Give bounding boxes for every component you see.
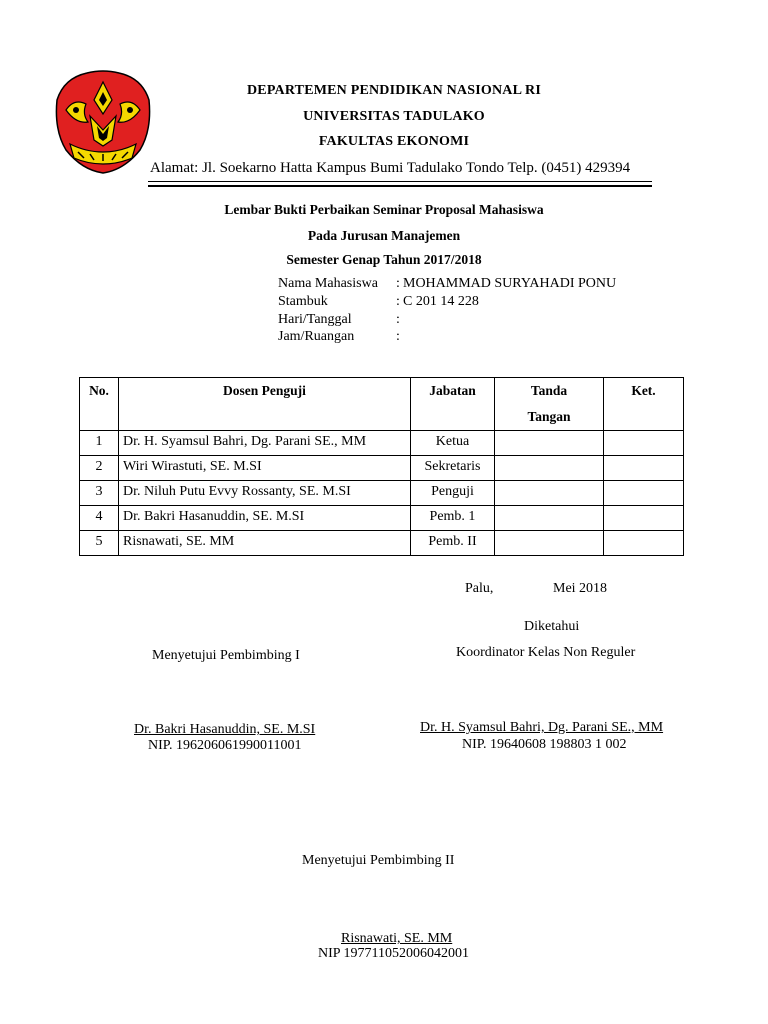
- cell-signature: [495, 506, 604, 531]
- table-row: [80, 456, 684, 481]
- cell-role: Pemb. II: [411, 531, 495, 556]
- bottom-signature-nip: NIP 197711052006042001: [318, 946, 470, 961]
- info-label-name: Nama Mahasiswa: [278, 276, 378, 291]
- right-signature-caption: Koordinator Kelas Non Reguler: [456, 645, 636, 660]
- header-note: Ket.: [604, 378, 684, 431]
- header-address: Alamat: Jl. Soekarno Hatta Kampus Bumi Tadulako Tondo Telp. (0451) 429394: [150, 160, 631, 176]
- header-no: No.: [80, 378, 119, 431]
- cell-signature: [495, 456, 604, 481]
- cell-no: 2: [80, 456, 119, 481]
- table-row: [80, 531, 684, 556]
- document-subtitle-semester: Semester Genap Tahun 2017/2018: [286, 252, 482, 267]
- bottom-signature-caption: Menyetujui Pembimbing II: [302, 853, 455, 868]
- table-row: [80, 431, 684, 456]
- header-signature-line1: Tanda: [530, 383, 568, 398]
- right-signature-nip: NIP. 19640608 198803 1 002: [462, 737, 627, 752]
- cell-signature: [495, 431, 604, 456]
- cell-no: 3: [80, 481, 119, 506]
- bottom-signature-name: Risnawati, SE. MM: [341, 931, 453, 946]
- info-colon: :: [396, 329, 400, 344]
- cell-examiner: Dr. Niluh Putu Evvy Rossanty, SE. M.SI: [119, 481, 411, 506]
- table-header-row: [80, 378, 684, 431]
- cell-role: Ketua: [411, 431, 495, 456]
- table-row: [80, 506, 684, 531]
- header-divider-thick: [148, 185, 652, 187]
- info-value-name: MOHAMMAD SURYAHADI PONU: [403, 276, 617, 291]
- table-row: [80, 481, 684, 506]
- left-signature-caption: Menyetujui Pembimbing I: [152, 648, 300, 663]
- cell-role: Sekretaris: [411, 456, 495, 481]
- left-signature-nip: NIP. 196206061990011001: [148, 738, 302, 753]
- info-colon: :: [396, 312, 400, 327]
- cell-role: Penguji: [411, 481, 495, 506]
- cell-note: [604, 481, 684, 506]
- cell-role: Pemb. 1: [411, 506, 495, 531]
- header-university: UNIVERSITAS TADULAKO: [303, 109, 485, 124]
- cell-examiner: Dr. Bakri Hasanuddin, SE. M.SI: [119, 506, 411, 531]
- cell-examiner: Dr. H. Syamsul Bahri, Dg. Parani SE., MM: [119, 431, 411, 456]
- known-label: Diketahui: [524, 619, 580, 634]
- document-title: Lembar Bukti Perbaikan Seminar Proposal Mahasiswa: [224, 202, 544, 217]
- left-signature-name: Dr. Bakri Hasanuddin, SE. M.SI: [134, 722, 316, 737]
- header-faculty: FAKULTAS EKONOMI: [318, 134, 470, 149]
- cell-note: [604, 456, 684, 481]
- cell-signature: [495, 481, 604, 506]
- info-label-room: Jam/Ruangan: [278, 329, 355, 344]
- cell-note: [604, 506, 684, 531]
- cell-examiner: Risnawati, SE. MM: [119, 531, 411, 556]
- info-label-date: Hari/Tanggal: [278, 312, 352, 327]
- date: Mei 2018: [553, 581, 608, 596]
- header-role: Jabatan: [411, 378, 495, 431]
- examiner-table: [79, 377, 684, 556]
- document-subtitle-department: Pada Jurusan Manajemen: [307, 228, 461, 243]
- header-ministry: DEPARTEMEN PENDIDIKAN NASIONAL RI: [246, 83, 542, 98]
- info-label-stambuk: Stambuk: [278, 294, 328, 309]
- cell-examiner: Wiri Wirastuti, SE. M.SI: [119, 456, 411, 481]
- cell-note: [604, 531, 684, 556]
- info-colon: :: [396, 294, 400, 309]
- cell-no: 4: [80, 506, 119, 531]
- cell-no: 1: [80, 431, 119, 456]
- header-divider-thin: [148, 181, 652, 182]
- place: Palu,: [465, 581, 494, 596]
- header-signature-line2: Tangan: [527, 409, 571, 424]
- header-signature: [495, 378, 604, 431]
- info-colon: :: [396, 276, 400, 291]
- cell-signature: [495, 531, 604, 556]
- cell-no: 5: [80, 531, 119, 556]
- header-examiner: Dosen Penguji: [119, 378, 411, 431]
- info-value-stambuk: C 201 14 228: [403, 294, 479, 309]
- cell-note: [604, 431, 684, 456]
- right-signature-name: Dr. H. Syamsul Bahri, Dg. Parani SE., MM: [420, 720, 664, 735]
